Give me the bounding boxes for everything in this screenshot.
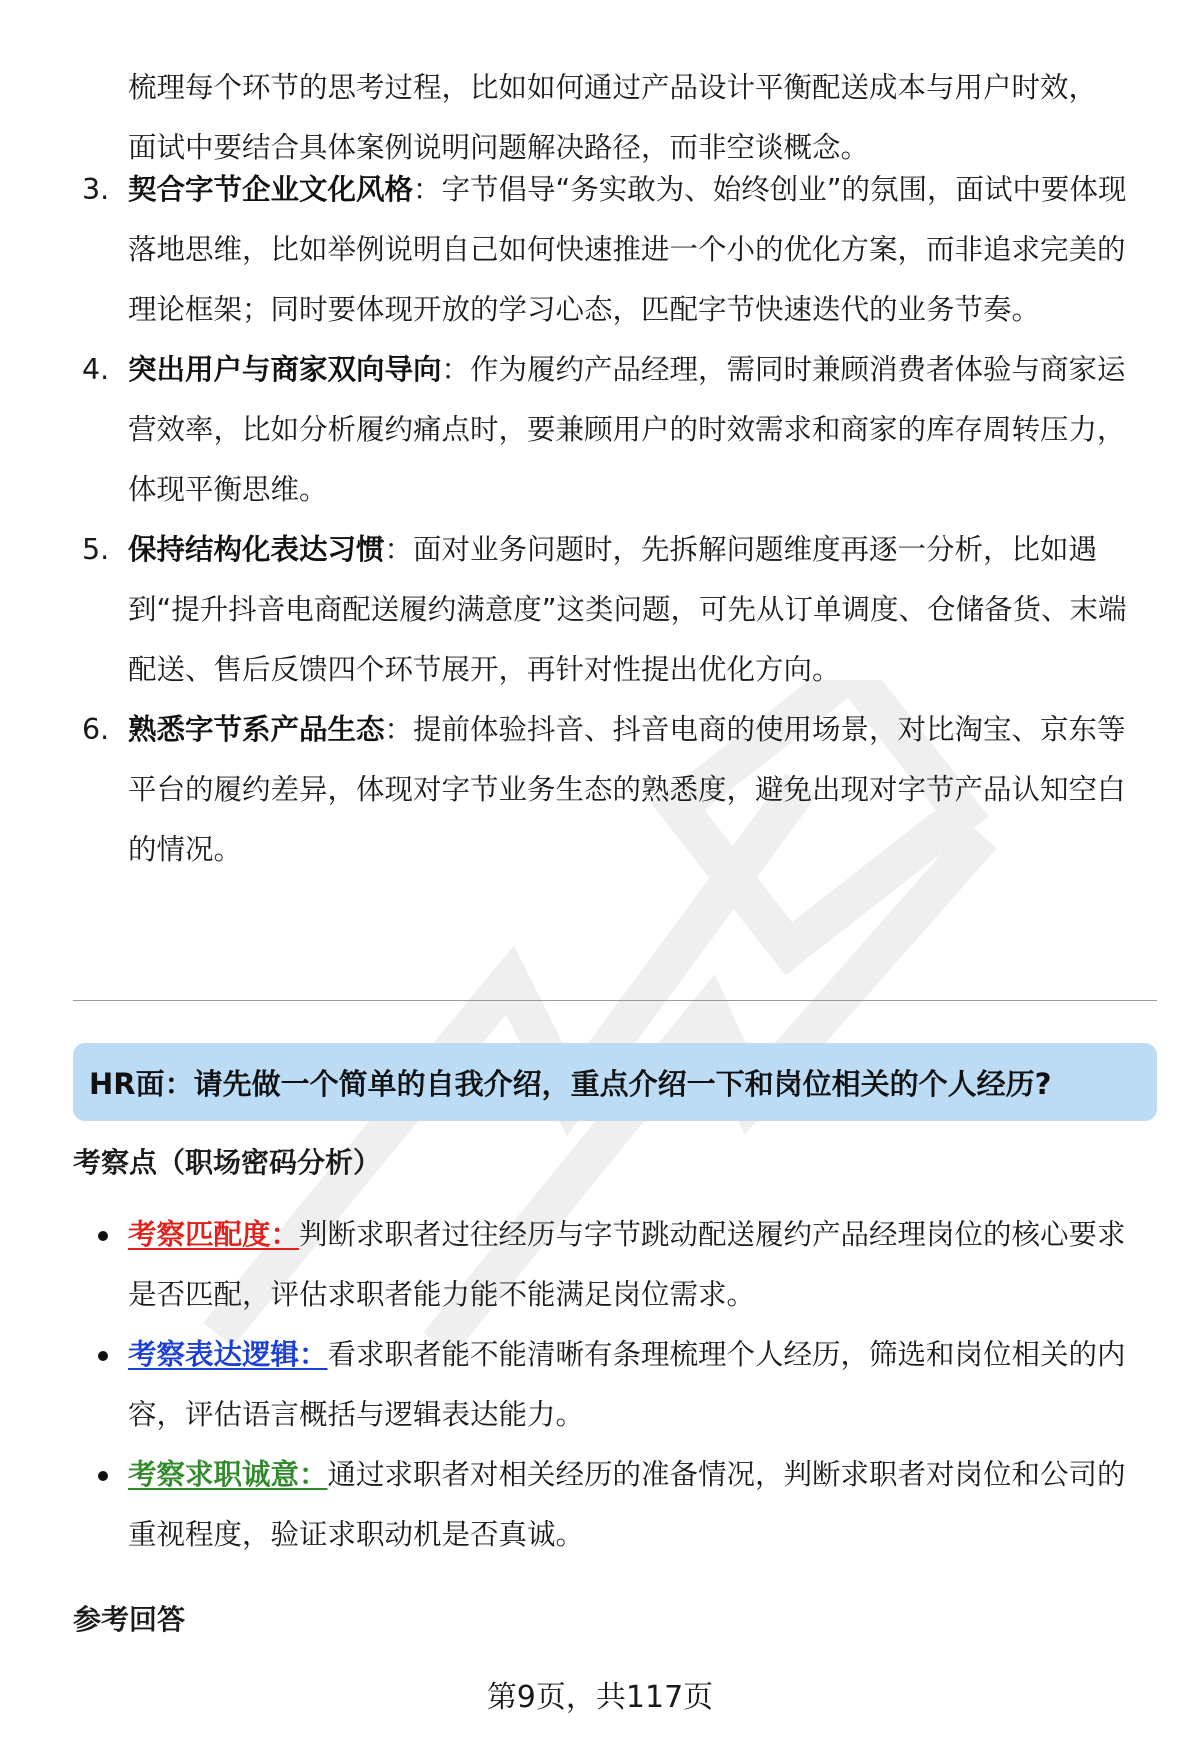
answer-heading: 参考回答 <box>73 1603 186 1636</box>
page-number: 第9页，共117页 <box>486 1680 714 1715</box>
point-tag: 考察表达逻辑： <box>128 1338 328 1371</box>
continuation-line-2: 面试中要结合具体案例说明问题解决路径，而非空谈概念。 <box>128 131 870 164</box>
point-tag: 考察求职诚意： <box>128 1458 328 1491</box>
tip-number: 6. <box>82 713 110 746</box>
analysis-points-list <box>82 1205 1142 1565</box>
point-tag: 考察匹配度： <box>128 1218 300 1251</box>
tips-list <box>82 160 1142 880</box>
analysis-point <box>82 1325 1142 1445</box>
tip-body: ：作为履约产品经理，需同时兼顾消费者体验与商家运营效率，比如分析履约痛点时，要兼顾用户的时效需求和商家的库存周转压力，体现平衡思维。 <box>128 353 1126 506</box>
tip-item <box>82 520 1142 700</box>
analysis-point <box>82 1445 1142 1565</box>
bullet-dot-icon <box>98 1231 108 1241</box>
tip-number: 5. <box>82 533 110 566</box>
tip-body: ：字节倡导“务实敢为、始终创业”的氛围，面试中要体现落地思维，比如举例说明自己如何快速推进一个小的优化方案，而非追求完美的理论框架；同时要体现开放的学习心态，匹配字节快速迭代的业务节奏。 <box>128 173 1127 326</box>
tip-title: 保持结构化表达习惯 <box>128 533 385 566</box>
tip-title: 突出用户与商家双向导向 <box>128 353 442 386</box>
bullet-dot-icon <box>98 1471 108 1481</box>
point-text: 通过求职者对相关经历的准备情况，判断求职者对岗位和公司的重视程度，验证求职动机是否真诚。 <box>128 1458 1126 1551</box>
point-text: 看求职者能不能清晰有条理梳理个人经历，筛选和岗位相关的内容，评估语言概括与逻辑表达能力。 <box>128 1338 1126 1431</box>
tip-title: 熟悉字节系产品生态 <box>128 713 385 746</box>
bullet-dot-icon <box>98 1351 108 1361</box>
hr-question-text: HR面：请先做一个简单的自我介绍，重点介绍一下和岗位相关的个人经历? <box>89 1066 1052 1101</box>
tip-title: 契合字节企业文化风格 <box>128 173 414 206</box>
tip-item <box>82 340 1142 520</box>
tip-item <box>82 160 1142 340</box>
tip-body: ：面对业务问题时，先拆解问题维度再逐一分析，比如遇到“提升抖音电商配送履约满意度”这类问题，可先从订单调度、仓储备货、末端配送、售后反馈四个环节展开，再针对性提出优化方向。 <box>128 533 1127 686</box>
analysis-point <box>82 1205 1142 1325</box>
section-divider <box>73 1000 1157 1001</box>
continuation-line-1: 梳理每个环节的思考过程，比如如何通过产品设计平衡配送成本与用户时效， <box>128 71 1098 104</box>
hr-question-box <box>73 1043 1157 1121</box>
tip-item <box>82 700 1142 880</box>
analysis-heading: 考察点（职场密码分析） <box>73 1146 382 1179</box>
tip-number: 4. <box>82 353 110 386</box>
tip-body: ：提前体验抖音、抖音电商的使用场景，对比淘宝、京东等平台的履约差异，体现对字节业务生态的熟悉度，避免出现对字节产品认知空白的情况。 <box>128 713 1126 866</box>
point-text: 判断求职者过往经历与字节跳动配送履约产品经理岗位的核心要求是否匹配，评估求职者能力能不能满足岗位需求。 <box>128 1218 1126 1311</box>
tip-number: 3. <box>82 173 110 206</box>
